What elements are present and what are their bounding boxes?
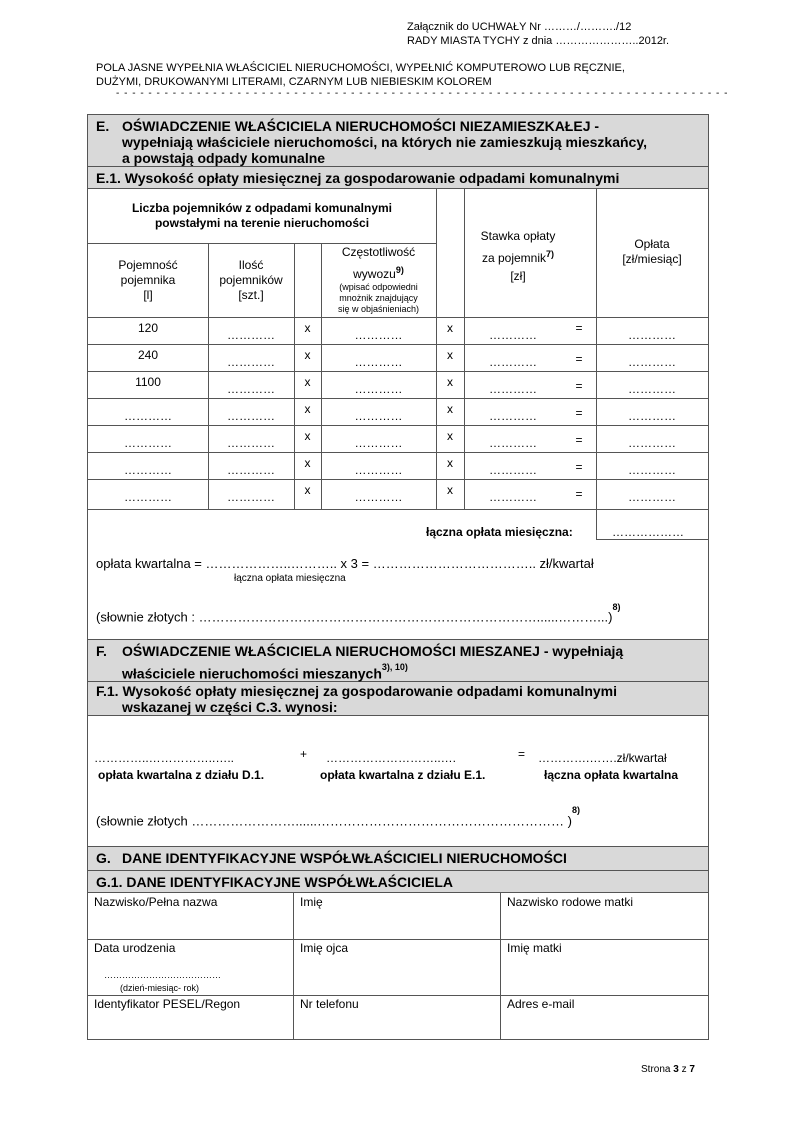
divider: [88, 371, 708, 372]
quarterly-fee-hint: łączna opłata miesięczna: [234, 573, 346, 584]
col-capacity-l2: pojemnika: [120, 273, 176, 287]
page-total: 7: [689, 1064, 695, 1075]
cell-capacity: …………: [124, 409, 172, 423]
section-f-letter: F.: [96, 643, 107, 659]
section-g-letter: G.: [96, 850, 111, 866]
cell-rate[interactable]: …………: [489, 328, 537, 342]
multiply-sign: x: [304, 348, 311, 362]
multiply-sign: x: [447, 348, 453, 362]
section-f-title-2-wrap: [122, 662, 408, 682]
cell-frequency[interactable]: …………: [354, 490, 403, 504]
cell-fee[interactable]: …………: [628, 382, 676, 396]
containers-group-header-2: powstałymi na terenie nieruchomości: [154, 216, 370, 230]
cell-frequency[interactable]: …………: [354, 463, 403, 477]
multiply-sign: x: [447, 456, 453, 470]
col-freq-note-1: (wpisać odpowiedni: [339, 282, 418, 292]
cell-fee[interactable]: …………: [628, 409, 676, 423]
cell-frequency[interactable]: …………: [354, 409, 403, 423]
col-fee-header: [596, 237, 708, 267]
col-freq-l1: Częstotliwość: [341, 245, 416, 259]
col-count-header: [208, 258, 294, 303]
section-f-footnote: 3), 10): [381, 662, 408, 672]
cell-capacity: …………: [124, 463, 172, 477]
field-surname[interactable]: Nazwisko/Pełna nazwa: [94, 895, 218, 909]
col-count-l1: Ilość: [238, 258, 264, 272]
section-e-title-1: OŚWIADCZENIE WŁAŚCICIELA NIERUCHOMOŚCI NIEZAMIESZKAŁEJ -: [122, 118, 600, 134]
page-current: 3: [673, 1064, 679, 1075]
divider: [88, 344, 708, 345]
f-amount-in-words[interactable]: [96, 805, 580, 829]
col-rate-l3: [zł]: [510, 269, 526, 283]
col-freq-l2: wywozu: [353, 267, 396, 281]
col-count-l3: [szt.]: [238, 288, 264, 302]
attachment-line-2: RADY MIASTA TYCHY z dnia …………………..2012r.: [407, 35, 670, 47]
equals-sign: =: [575, 433, 583, 447]
divider: [88, 479, 708, 480]
section-g1-header: [88, 871, 708, 893]
multiply-sign: x: [304, 402, 311, 416]
section-f-header: [88, 640, 708, 682]
col-count-l2: pojemników: [219, 273, 283, 287]
col-capacity-header: [88, 258, 208, 303]
sum-e-label: opłata kwartalna z działu E.1.: [320, 768, 486, 782]
col-rate-header: [464, 227, 572, 285]
field-email[interactable]: Adres e-mail: [507, 997, 575, 1011]
instructions: [96, 61, 706, 89]
form-page: [87, 114, 709, 1040]
section-f-title-2: właściciele nieruchomości mieszanych: [122, 665, 382, 682]
divider: [88, 509, 708, 510]
cell-fee[interactable]: …………: [628, 436, 676, 450]
f-amount-in-words-text: (słownie złotych ……………………......………………………………………………… ): [96, 813, 572, 829]
multiply-sign: x: [447, 375, 453, 389]
section-f1-title-2: wskazanej w części C.3. wynosi:: [122, 699, 338, 715]
col-rate-l1: Stawka opłaty: [480, 229, 556, 243]
divider: [500, 893, 501, 1039]
divider: [88, 398, 708, 399]
multiply-sign: x: [447, 429, 453, 443]
cell-fee[interactable]: …………: [628, 355, 676, 369]
attachment-header: [407, 20, 669, 48]
equals-sign: =: [575, 487, 583, 501]
field-phone[interactable]: Nr telefonu: [300, 997, 359, 1011]
cell-rate[interactable]: …………: [489, 436, 537, 450]
cell-capacity: 1100: [135, 375, 161, 389]
col-frequency-header: [321, 245, 436, 315]
e-amount-in-words[interactable]: [96, 602, 621, 625]
section-g-header: [88, 847, 708, 871]
attachment-line-1: Załącznik do UCHWAŁY Nr ………/………./12: [407, 21, 632, 33]
cell-frequency[interactable]: …………: [354, 328, 403, 342]
equals-sign: =: [575, 406, 583, 420]
section-e-header: [88, 115, 708, 167]
cell-capacity: 120: [137, 321, 159, 335]
divider: [88, 317, 708, 318]
col-rate-l2: za pojemnik: [481, 251, 546, 265]
cell-rate[interactable]: …………: [489, 490, 537, 504]
divider: [88, 939, 708, 940]
col-rate-footnote: 7): [546, 249, 555, 259]
cell-count[interactable]: …………: [227, 409, 275, 423]
e-words-footnote: 8): [612, 602, 621, 612]
containers-group-header: [88, 201, 436, 231]
field-birth-date[interactable]: Data urodzenia: [94, 941, 176, 955]
divider: [88, 452, 708, 453]
section-e1-header: [88, 167, 708, 189]
col-fee-l1: Opłata: [634, 237, 670, 251]
field-first-name[interactable]: Imię: [300, 895, 323, 909]
field-pesel-regon[interactable]: Identyfikator PESEL/Regon: [94, 997, 241, 1011]
instructions-line-1: POLA JASNE WYPEŁNIA WŁAŚCICIEL NIERUCHOMOŚCI, WYPEŁNIĆ KOMPUTEROWO LUB RĘCZNIE,: [96, 62, 625, 74]
field-mother-name[interactable]: Imię matki: [507, 941, 562, 955]
sum-total-label: łączna opłata kwartalna: [544, 768, 679, 782]
multiply-sign: x: [447, 483, 453, 497]
quarterly-fee-line[interactable]: opłata kwartalna = ………………..……….. x 3 = ……………………………….. zł/kwartał: [96, 556, 594, 571]
section-e-title-3: a powstają odpady komunalne: [122, 150, 326, 166]
plus-sign: +: [300, 747, 308, 761]
cell-frequency[interactable]: …………: [354, 355, 403, 369]
divider: [88, 995, 708, 996]
equals-sign: =: [575, 460, 583, 474]
cell-frequency[interactable]: …………: [354, 382, 403, 396]
multiply-sign: x: [304, 321, 311, 335]
section-f1-title-1: F.1. Wysokość opłaty miesięcznej za gospodarowanie odpadami komunalnymi: [96, 683, 617, 699]
monthly-total-value[interactable]: ………………: [612, 525, 684, 539]
cell-fee[interactable]: …………: [628, 490, 676, 504]
sum-e-field[interactable]: ………………………..….: [326, 751, 457, 765]
divider: [88, 243, 436, 244]
field-father-name[interactable]: Imię ojca: [300, 941, 349, 955]
col-freq-note-2: mnożnik znajdujący: [339, 293, 418, 303]
section-g1-title: G.1. DANE IDENTYFIKACYJNE WSPÓŁWŁAŚCICIELA: [96, 874, 454, 890]
cell-rate[interactable]: …………: [489, 382, 537, 396]
cell-capacity: …………: [124, 490, 172, 504]
cell-fee[interactable]: …………: [628, 328, 676, 342]
section-e-title-2: wypełniają właściciele nieruchomości, na których nie zamieszkują mieszkańcy,: [122, 134, 647, 150]
page-label: Strona: [641, 1064, 671, 1075]
multiply-sign: x: [304, 456, 311, 470]
section-f-title-1: OŚWIADCZENIE WŁAŚCICIELA NIERUCHOMOŚCI MIESZANEJ - wypełniają: [122, 643, 624, 659]
sum-d-field[interactable]: …………..……………..…..: [94, 751, 235, 765]
cell-capacity: 240: [137, 348, 159, 362]
equals-sign: =: [575, 379, 583, 393]
sum-d-label: opłata kwartalna z działu D.1.: [98, 768, 265, 782]
dashed-separator: - - - - - - - - - - - - - - - - - - - - - - - - - - - - - - - - - - - - - - - - - - - - - - - - - - - - - - - - - - - - - - - - - - - - - - - - - - - -: [116, 88, 729, 99]
birth-date-dots: …………………………………: [104, 970, 221, 980]
cell-capacity: …………: [124, 436, 172, 450]
sum-total-field[interactable]: ………….…….zł/kwartał: [538, 751, 667, 765]
cell-rate[interactable]: …………: [489, 463, 537, 477]
cell-count[interactable]: …………: [227, 355, 275, 369]
col-freq-l2-wrap: [321, 263, 436, 282]
col-capacity-l3: [l]: [143, 288, 153, 302]
section-e1-title: E.1. Wysokość opłaty miesięcznej za gospodarowanie odpadami komunalnymi: [96, 170, 620, 186]
divider: [293, 893, 294, 1039]
cell-count[interactable]: …………: [227, 463, 275, 477]
containers-group-header-1: Liczba pojemników z odpadami komunalnymi: [131, 201, 393, 215]
cell-fee[interactable]: …………: [628, 463, 676, 477]
page-number: [641, 1064, 695, 1075]
col-freq-note-3: się w objaśnieniach): [337, 304, 420, 314]
multiply-sign: x: [304, 375, 311, 389]
field-mother-maiden-name[interactable]: Nazwisko rodowe matki: [507, 895, 634, 909]
multiply-sign: x: [447, 321, 453, 335]
monthly-total-label: łączna opłata miesięczna:: [426, 525, 573, 539]
cell-rate[interactable]: …………: [489, 355, 537, 369]
divider: [596, 539, 708, 540]
equals-sign: =: [575, 321, 583, 335]
multiply-sign: x: [304, 429, 311, 443]
cell-rate[interactable]: …………: [489, 409, 537, 423]
multiply-sign: x: [447, 402, 453, 416]
divider: [88, 425, 708, 426]
cell-count[interactable]: …………: [227, 382, 275, 396]
equals-sign: =: [518, 747, 526, 761]
section-e-letter: E.: [96, 118, 110, 134]
cell-frequency[interactable]: …………: [354, 436, 403, 450]
multiply-sign: x: [304, 483, 311, 497]
page-of: z: [681, 1064, 687, 1075]
cell-count[interactable]: …………: [227, 490, 275, 504]
cell-count[interactable]: …………: [227, 436, 275, 450]
col-fee-l2: [zł/miesiąc]: [622, 252, 682, 266]
e-amount-in-words-text: (słownie złotych : ……………………………………………………………………......………...): [96, 609, 613, 625]
birth-date-hint: (dzień-miesiąc- rok): [120, 983, 200, 993]
col-freq-footnote: 9): [395, 265, 404, 275]
instructions-line-2: DUŻYMI, DRUKOWANYMI LITERAMI, CZARNYM LUB NIEBIESKIM KOLOREM: [96, 76, 492, 88]
section-f1-header: [88, 682, 708, 716]
equals-sign: =: [575, 352, 583, 366]
section-g-title: DANE IDENTYFIKACYJNE WSPÓŁWŁAŚCICIELI NIERUCHOMOŚCI: [122, 850, 567, 866]
col-rate-l2-wrap: [464, 245, 572, 267]
col-capacity-l1: Pojemność: [118, 258, 178, 272]
cell-count[interactable]: …………: [227, 328, 275, 342]
f-words-footnote: 8): [571, 805, 580, 815]
